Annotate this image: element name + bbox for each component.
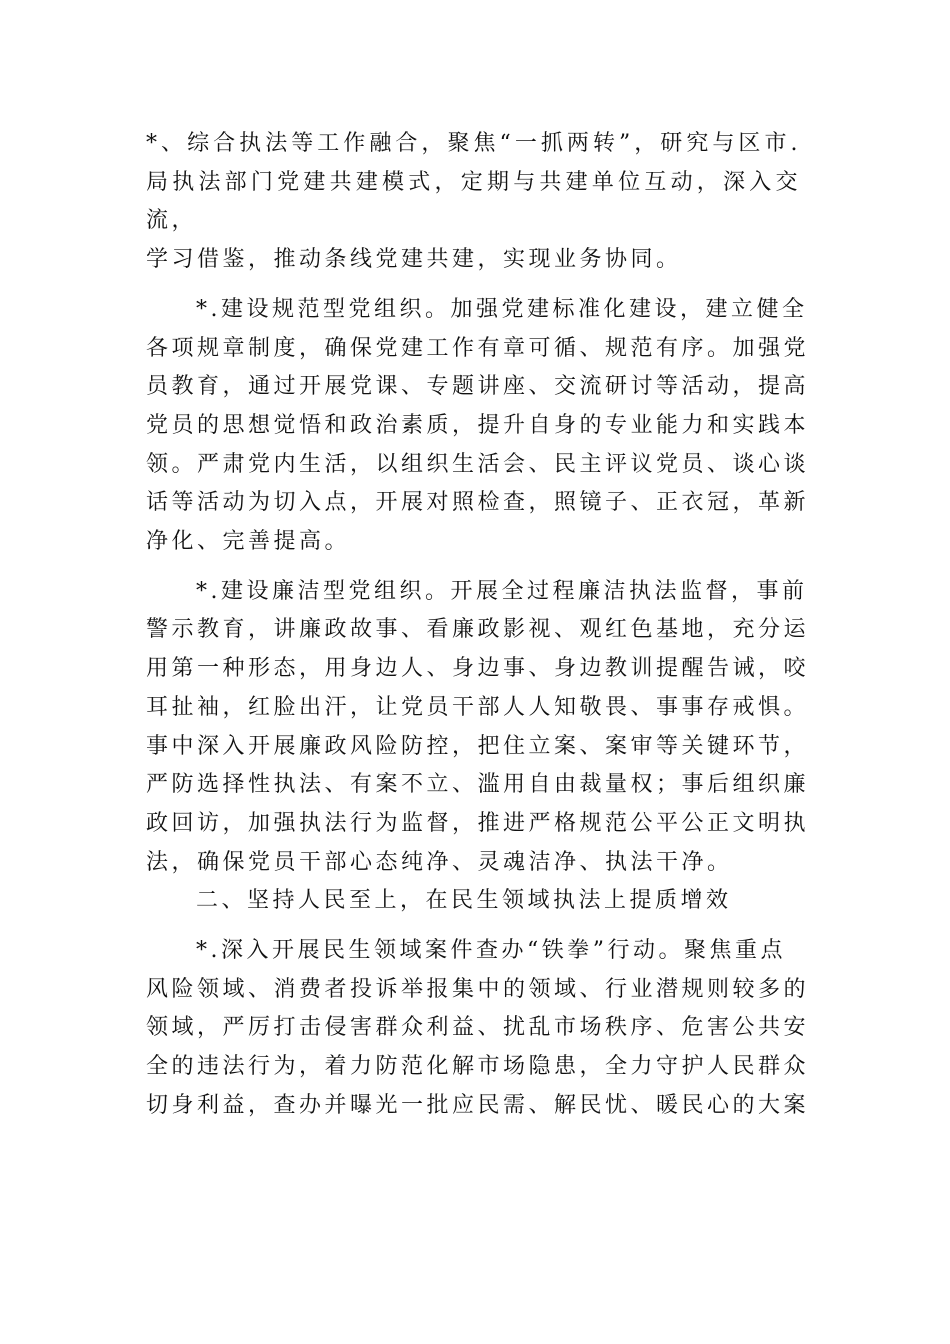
text-line: 警示教育，讲廉政故事、看廉政影视、观红色基地，充分运 [146,617,810,643]
text-line: *.深入开展民生领域案件查办“铁拳”行动。聚焦重点 [196,938,786,964]
paragraph-3 [146,573,811,883]
text-line: 学习借鉴，推动条线党建共建，实现业务协同。 [146,247,682,273]
text-line: 切身利益，查办并曝光一批应民需、解民忧、暖民心的大案 [146,1092,810,1118]
text-line: *、综合执法等工作融合，聚焦“一抓两转”，研究与区市. [146,131,801,156]
text-line: 员教育，通过开展党课、专题讲座、交流研讨等活动，提高 [146,374,810,400]
text-line: *.建设廉洁型党组织。开展全过程廉洁执法监督，事前 [196,578,808,604]
text-line: 领域，严厉打击侵害群众利益、扰乱市场秩序、危害公共安 [146,1015,810,1041]
text-line: 局执法部门党建共建模式，定期与共建单位互动，深入交 [146,169,801,195]
text-line: 耳扯袖，红脸出汗，让党员干部人人知敬畏、事事存戒惧。 [146,694,810,720]
section-heading [146,882,811,921]
text-line: 用第一种形态，用身边人、身边事、身边教训提醒告诫，咬 [146,656,810,682]
text-line: *.建设规范型党组织。加强党建标准化建设，建立健全 [196,296,808,322]
text-line: 各项规章制度，确保党建工作有章可循、规范有序。加强党 [146,335,810,361]
document-body [146,125,811,1126]
text-line: 净化、完善提高。 [146,529,351,555]
text-line: 严防选择性执法、有案不立、滥用自由裁量权；事后组织廉 [146,772,810,798]
text-line: 事中深入开展廉政风险防控，把住立案、案审等关键环节， [146,733,810,759]
paragraph-1 [146,125,811,280]
text-line: 话等活动为切入点，开展对照检查，照镜子、正衣冠，革新 [146,490,810,516]
text-line: 风险领域、消费者投诉举报集中的领域、行业潜规则较多的 [146,976,810,1002]
text-line: 领。严肃党内生活，以组织生活会、民主评议党员、谈心谈 [146,451,810,477]
paragraph-2 [146,291,811,562]
text-line: 流， [146,208,198,234]
text-line: 全的违法行为，着力防范化解市场隐患，全力守护人民群众 [146,1054,810,1080]
text-line: 政回访，加强执法行为监督，推进严格规范公平公正文明执 [146,810,810,836]
section-heading-text: 二、坚持人民至上，在民生领域执法上提质增效 [196,888,732,914]
paragraph-5 [146,932,811,1126]
text-line: 党员的思想觉悟和政治素质，提升自身的专业能力和实践本 [146,412,810,438]
text-line: 法，确保党员干部心态纯净、灵魂洁净、执法干净。 [146,849,733,875]
